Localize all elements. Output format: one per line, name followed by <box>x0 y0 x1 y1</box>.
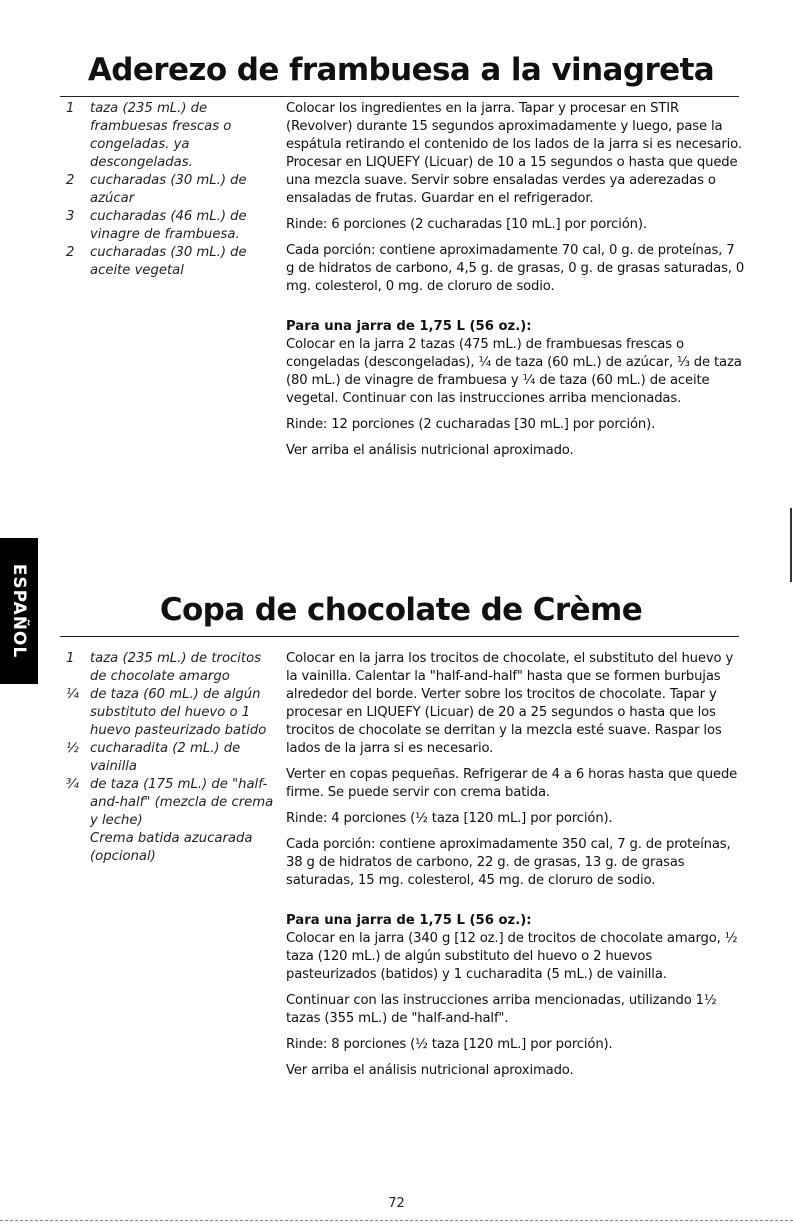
recipe-title: Copa de chocolate de Crème <box>159 592 643 628</box>
language-tab <box>0 538 38 684</box>
ingredient-qty: 2 <box>66 173 75 188</box>
ingredient-text: Crema batida azucarada (opcional) <box>90 831 253 864</box>
large-jar-yield: Rinde: 12 porciones (2 cucharadas [30 mL.] por porción). <box>286 417 656 432</box>
large-jar-text: Colocar en la jarra 2 tazas (475 mL.) de frambuesas frescas o congeladas (descongeladas), ¼ de taza (60 mL.) de azúcar, ⅓ de taza (80 mL.) de vinagre de frambuesa y ¼ de taza (60 mL.) de aceite vegetal. Continuar con las instrucciones arriba mencionadas. <box>286 337 742 406</box>
ingredient-text: taza (235 mL.) de trocitos de chocolate amargo <box>90 651 262 684</box>
page-bottom-line <box>0 1220 793 1221</box>
recipe-body <box>286 100 746 468</box>
large-jar-heading: Para una jarra de 1,75 L (56 oz.): <box>286 319 532 334</box>
ingredient-qty: 1 <box>66 651 75 666</box>
large-jar-note: Ver arriba el análisis nutricional aproximado. <box>286 443 574 458</box>
title-rule <box>60 96 739 97</box>
ingredient-qty: ¾ <box>66 777 79 792</box>
nutrition: Cada porción: contiene aproximadamente 350 cal, 7 g. de proteínas, 38 g de hidratos de carbono, 22 g. de grasas, 13 g. de grasas saturadas, 15 mg. colesterol, 45 mg. de cloruro de sodio. <box>286 837 731 888</box>
ingredient-qty: 2 <box>66 245 75 260</box>
ingredient-item <box>66 244 276 280</box>
ingredient-text: cucharadita (2 mL.) de vainilla <box>90 741 241 774</box>
large-jar-yield: Rinde: 8 porciones (½ taza [120 mL.] por porción). <box>286 1037 613 1052</box>
ingredient-text: cucharadas (46 mL.) de vinagre de frambuesa. <box>90 209 247 242</box>
large-jar-continue: Continuar con las instrucciones arriba mencionadas, utilizando 1½ tazas (355 mL.) de "half-and-half". <box>286 993 717 1026</box>
ingredient-qty: 1 <box>66 101 75 116</box>
language-tab-label: ESPAÑOL <box>9 563 29 659</box>
serving: Verter en copas pequeñas. Refrigerar de 4 a 6 horas hasta que quede firme. Se puede servir con crema batida. <box>286 767 738 800</box>
instructions: Colocar los ingredientes en la jarra. Tapar y procesar en STIR (Revolver) durante 15 segundos aproximadamente y luego, pase la espátula retirando el contenido de los lados de la jarra si es necesario. Procesar en LIQUEFY (Licuar) de 10 a 15 segundos o hasta que quede una mezcla suave. Servir sobre ensaladas verdes ya aderezadas o ensaladas de frutas. Guardar en el refrigerador. <box>286 101 742 206</box>
ingredient-text: de taza (60 mL.) de algún substituto del huevo o 1 huevo pasteurizado batido <box>90 687 267 738</box>
ingredient-text: cucharadas (30 mL.) de aceite vegetal <box>90 245 247 278</box>
large-jar-text: Colocar en la jarra (340 g [12 oz.] de trocitos de chocolate amargo, ½ taza (120 mL.) de algún substituto del huevo o 2 huevos pasteurizados (batidos) y 1 cucharadita (5 mL.) de vainilla. <box>286 931 738 982</box>
recipe-body <box>286 650 746 1088</box>
ingredient-qty: 3 <box>66 209 75 224</box>
recipe-title: Aderezo de frambuesa a la vinagreta <box>87 52 715 88</box>
instructions: Colocar en la jarra los trocitos de chocolate, el substituto del huevo y la vainilla. Calentar la "half-and-half" hasta que se formen burbujas alrededor del borde. Verter sobre los trocitos de chocolate. Tapar y procesar en LIQUEFY (Licuar) de 20 a 25 segundos o hasta que los trocitos de chocolate se derritan y la mezcla esté suave. Raspar los lados de la jarra si es necesario. <box>286 651 734 756</box>
ingredient-item <box>66 686 276 740</box>
ingredient-qty: ¼ <box>66 687 79 702</box>
edge-mark <box>790 508 792 582</box>
yield: Rinde: 6 porciones (2 cucharadas [10 mL.] por porción). <box>286 217 647 232</box>
ingredient-text: taza (235 mL.) de frambuesas frescas o congeladas. ya descongeladas. <box>90 101 232 170</box>
ingredient-item <box>66 172 276 208</box>
ingredient-item <box>66 650 276 686</box>
nutrition: Cada porción: contiene aproximadamente 70 cal, 0 g. de proteínas, 7 g de hidratos de carbono, 4,5 g. de grasas, 0 g. de grasas saturadas, 0 mg. colesterol, 0 mg. de cloruro de sodio. <box>286 243 745 294</box>
ingredient-item <box>66 740 276 776</box>
ingredient-text: cucharadas (30 mL.) de azúcar <box>90 173 247 206</box>
page-number: 72 <box>388 1196 405 1211</box>
yield: Rinde: 4 porciones (½ taza [120 mL.] por porción). <box>286 811 613 826</box>
title-rule <box>60 636 739 637</box>
ingredient-item <box>66 208 276 244</box>
ingredient-list <box>66 100 276 280</box>
ingredient-item <box>66 830 276 866</box>
ingredient-qty: ½ <box>66 741 79 756</box>
ingredient-list <box>66 650 276 866</box>
ingredient-item <box>66 100 276 172</box>
ingredient-item <box>66 776 276 830</box>
ingredient-text: de taza (175 mL.) de "half-and-half" (mezcla de crema y leche) <box>90 777 274 828</box>
large-jar-heading: Para una jarra de 1,75 L (56 oz.): <box>286 913 532 928</box>
large-jar-note: Ver arriba el análisis nutricional aproximado. <box>286 1063 574 1078</box>
ingredient-qty <box>66 830 90 866</box>
